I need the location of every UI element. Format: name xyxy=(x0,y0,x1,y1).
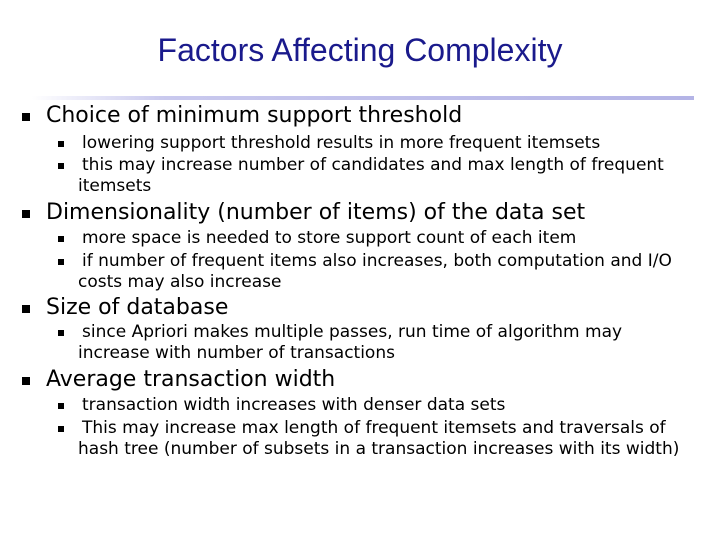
title-divider xyxy=(32,96,694,100)
square-bullet-icon xyxy=(58,236,64,242)
bullet-label: Average transaction width xyxy=(46,367,336,392)
sub-bullet-text: lowering support threshold results in more frequent itemsets xyxy=(82,133,601,153)
sub-bullet-text: since Apriori makes multiple passes, run time of algorithm may increase with number of transactions xyxy=(78,322,623,363)
square-bullet-icon xyxy=(22,113,30,121)
sub-bullet-text: transaction width increases with denser data sets xyxy=(82,395,506,415)
bullet-label: Dimensionality (number of items) of the data set xyxy=(46,200,586,225)
sub-bullet-text: this may increase number of candidates and max length of frequent itemsets xyxy=(78,155,664,196)
sub-bullet-text: more space is needed to store support count of each item xyxy=(82,228,577,248)
square-bullet-icon xyxy=(22,210,30,218)
square-bullet-icon xyxy=(22,305,30,313)
square-bullet-icon xyxy=(58,426,64,432)
square-bullet-icon xyxy=(58,330,64,336)
square-bullet-icon xyxy=(58,403,64,409)
bullet-label: Size of database xyxy=(46,295,229,320)
slide-title: Factors Affecting Complexity xyxy=(157,32,563,68)
square-bullet-icon xyxy=(58,163,64,169)
square-bullet-icon xyxy=(22,377,30,385)
sub-bullet-text: This may increase max length of frequent itemsets and traversals of hash tree (number of subsets in a transaction increases with its width) xyxy=(78,418,680,459)
square-bullet-icon xyxy=(58,141,64,147)
sub-bullet-text: if number of frequent items also increases, both computation and I/O costs may also increase xyxy=(78,251,672,292)
square-bullet-icon xyxy=(58,259,64,265)
bullet-label: Choice of minimum support threshold xyxy=(46,103,463,128)
